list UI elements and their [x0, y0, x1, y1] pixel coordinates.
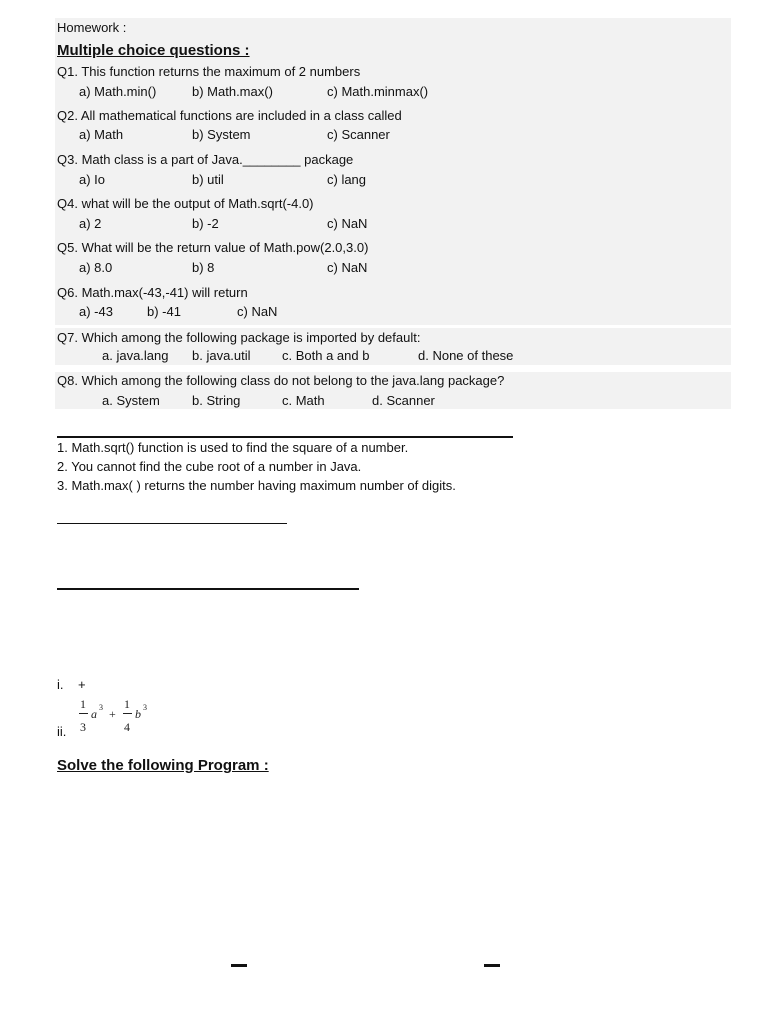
fraction-1-bar: [79, 713, 88, 714]
fraction-2-denominator: 4: [124, 720, 130, 734]
q6-option-c: c) NaN: [237, 304, 278, 319]
fraction-2-bar: [123, 713, 132, 714]
question-7: Q7. Which among the following package is imported by default:: [57, 330, 421, 345]
exponent-1: 3: [99, 703, 103, 712]
variable-b: b: [135, 707, 141, 721]
q8-option-d: d. Scanner: [372, 393, 435, 408]
dash-mark-right: [484, 964, 500, 967]
question-3: Q3. Math class is a part of Java.________ package: [57, 152, 354, 167]
question-6: Q6. Math.max(-43,-41) will return: [57, 285, 248, 300]
q4-option-a: a) 2: [79, 216, 102, 231]
q2-option-c: c) Scanner: [327, 127, 390, 142]
q3-option-a: a) Io: [79, 172, 106, 187]
statement-1: 1. Math.sqrt() function is used to find the square of a number.: [57, 440, 409, 455]
q1-option-b: b) Math.max(): [192, 84, 273, 99]
question-2: Q2. All mathematical functions are included in a class called: [57, 108, 402, 123]
q2-option-b: b) System: [192, 127, 251, 142]
q3-option-b: b) util: [192, 172, 224, 187]
q7-option-c: c. Both a and b: [282, 348, 370, 363]
q8-option-c: c. Math: [282, 393, 325, 408]
q6-option-a: a) -43: [79, 304, 113, 319]
q3-option-c: c) lang: [327, 172, 367, 187]
expression-i-label: i.: [57, 677, 64, 692]
plus-sign: +: [109, 707, 116, 721]
variable-a: a: [91, 707, 97, 721]
section-rule-2: [57, 523, 287, 524]
fraction-1-denominator: 3: [80, 720, 86, 734]
q1-option-c: c) Math.minmax(): [327, 84, 429, 99]
q5-option-b: b) 8: [192, 260, 215, 275]
q5-option-a: a) 8.0: [79, 260, 113, 275]
q1-option-a: a) Math.min(): [79, 84, 157, 99]
statement-3: 3. Math.max( ) returns the number having maximum number of digits.: [57, 478, 456, 493]
homework-label: Homework :: [57, 20, 127, 35]
q2-option-a: a) Math: [79, 127, 124, 142]
question-1: Q1. This function returns the maximum of 2 numbers: [57, 64, 361, 79]
q4-option-c: c) NaN: [327, 216, 368, 231]
q8-option-a: a. System: [102, 393, 160, 408]
question-4: Q4. what will be the output of Math.sqrt(-4.0): [57, 196, 314, 211]
expression-i-plus: +: [78, 677, 86, 692]
dash-mark-left: [231, 964, 247, 967]
mcq-heading: Multiple choice questions :: [57, 42, 250, 59]
exponent-2: 3: [143, 703, 147, 712]
q7-option-d: d. None of these: [418, 348, 514, 363]
question-5: Q5. What will be the return value of Math.pow(2.0,3.0): [57, 240, 369, 255]
section-rule-3: [57, 588, 359, 590]
q7-option-b: b. java.util: [192, 348, 251, 363]
program-heading: Solve the following Program :: [57, 757, 269, 774]
expression-ii-label: ii.: [57, 724, 67, 739]
section-rule-1: [57, 436, 513, 438]
fraction-2-numerator: 1: [124, 697, 130, 711]
question-8: Q8. Which among the following class do not belong to the java.lang package?: [57, 373, 505, 388]
fraction-1-numerator: 1: [80, 697, 86, 711]
statement-2: 2. You cannot find the cube root of a number in Java.: [57, 459, 362, 474]
q5-option-c: c) NaN: [327, 260, 368, 275]
q4-option-b: b) -2: [192, 216, 219, 231]
q8-option-b: b. String: [192, 393, 241, 408]
q7-option-a: a. java.lang: [102, 348, 169, 363]
q6-option-b: b) -41: [147, 304, 181, 319]
